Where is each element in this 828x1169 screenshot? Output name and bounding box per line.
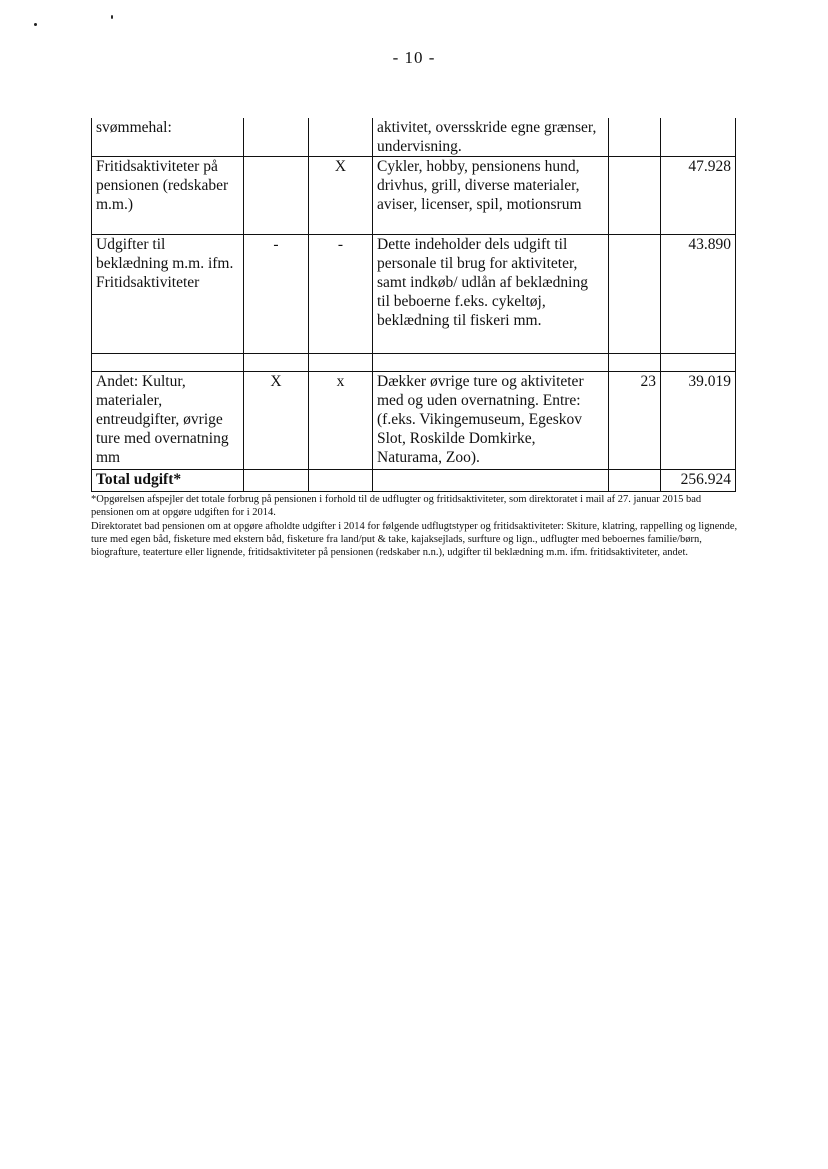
amount-cell — [661, 354, 736, 372]
table-row — [92, 235, 736, 354]
check-cell — [244, 470, 309, 492]
activity-label: svømmehal: — [92, 118, 244, 157]
expense-table — [91, 118, 736, 492]
count-cell — [609, 470, 661, 492]
amount-cell: 43.890 — [661, 235, 736, 354]
activity-description — [373, 354, 609, 372]
footnote — [91, 493, 741, 559]
check-cell: X — [309, 157, 373, 235]
activity-description — [373, 470, 609, 492]
footnote-line: Direktoratet bad pensionen om at opgøre afholdte udgifter i 2014 for følgende udflugtstyper og fritidsaktiviteter: Skiture, klatring, rappelling og lignende, ture med egen båd, fisketure med ekstern båd, fisketure fra land/put & take, kajaksejlads, surfture og lign., udflugter med beboernes familie/børn, biografture, teaterture eller lignende, fritidsaktiviteter på pensionen (redskaber n.n.), udgifter til beklædning m.m. ifm. fritidsaktiviteter, andet. — [91, 520, 738, 559]
activity-description: aktivitet, oversskride egne grænser, undervisning. — [373, 118, 609, 157]
check-cell: - — [309, 235, 373, 354]
table-row — [92, 354, 736, 372]
count-cell — [609, 118, 661, 157]
check-cell — [244, 157, 309, 235]
activity-label: Udgifter til beklædning m.m. ifm. Fritidsaktiviteter — [92, 235, 244, 354]
check-cell — [244, 118, 309, 157]
table-row — [92, 157, 736, 235]
table-row — [92, 118, 736, 157]
count-cell: 23 — [609, 372, 661, 470]
check-cell: x — [309, 372, 373, 470]
amount-cell — [661, 118, 736, 157]
count-cell — [609, 235, 661, 354]
check-cell — [309, 118, 373, 157]
check-cell — [244, 354, 309, 372]
activity-description: Cykler, hobby, pensionens hund, drivhus, grill, diverse materialer, aviser, licenser, spil, motionsrum — [373, 157, 609, 235]
check-cell: X — [244, 372, 309, 470]
scan-speck — [111, 15, 113, 19]
count-cell — [609, 354, 661, 372]
total-label: Total udgift* — [92, 470, 244, 492]
total-amount: 256.924 — [661, 470, 736, 492]
check-cell: - — [244, 235, 309, 354]
activity-label: Andet: Kultur, materialer, entreudgifter, øvrige ture med overnatning mm — [92, 372, 244, 470]
total-row — [92, 470, 736, 492]
scan-speck — [34, 23, 37, 26]
activity-label: Fritidsaktiviteter på pensionen (redskaber m.m.) — [92, 157, 244, 235]
check-cell — [309, 354, 373, 372]
amount-cell: 47.928 — [661, 157, 736, 235]
footnote-line: *Opgørelsen afspejler det totale forbrug på pensionen i forhold til de udflugter og fritidsaktiviteter, som direktoratet i mail af 27. januar 2015 bad pensionen om at opgøre udgiften for i 2014. — [91, 494, 702, 519]
table-row — [92, 372, 736, 470]
page-number: - 10 - — [392, 48, 436, 67]
check-cell — [309, 470, 373, 492]
activity-description: Dette indeholder dels udgift til personale til brug for aktiviteter, samt indkøb/ udlån af beklædning til beboerne f.eks. cykeltøj, beklædning til fiskeri mm. — [373, 235, 609, 354]
activity-label — [92, 354, 244, 372]
amount-cell: 39.019 — [661, 372, 736, 470]
count-cell — [609, 157, 661, 235]
activity-description: Dækker øvrige ture og aktiviteter med og uden overnatning. Entre:(f.eks. Vikingemuseum, Egeskov Slot, Roskilde Domkirke, Naturama, Zoo). — [373, 372, 609, 470]
